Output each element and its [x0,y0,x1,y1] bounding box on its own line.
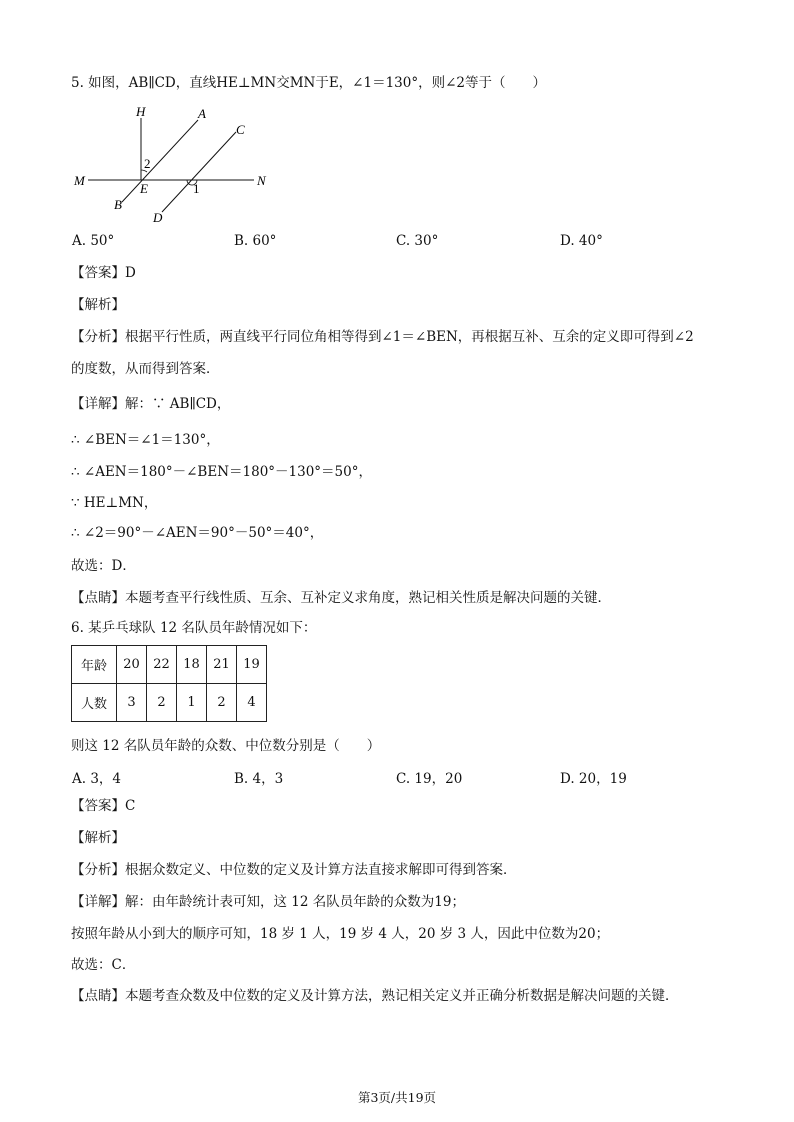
label-angle-1: 1 [193,181,200,196]
page-footer: 第3页/共19页 [357,1090,437,1105]
q6-option-a: A. 3，4 [72,771,122,787]
label-h: H [136,104,146,119]
q5-detail-line-5: ∴ ∠2＝90°－∠AEN＝90°－50°＝40°， [71,525,324,541]
label-n: N [257,173,266,188]
q5-detail-line-2: ∴ ∠BEN＝∠1＝130°， [71,432,220,448]
table-cell: 20 [117,646,147,684]
table-cell: 21 [207,646,237,684]
q5-analysis-heading: 【解析】 [71,297,125,313]
table-header-age: 年龄 [72,646,117,684]
q6-analysis-heading: 【解析】 [71,830,125,846]
q6-question: 则这 12 名队员年龄的众数、中位数分别是（ ） [71,738,381,754]
line-ab [122,120,198,202]
q6-detail-line-2: 按照年龄从小到大的顺序可知，18 岁 1 人，19 岁 4 人，20 岁 3 人，因此中位数为20； [71,926,610,942]
q5-answer: 【答案】D [71,265,136,281]
q5-option-d: D. 40° [560,233,603,249]
q6-option-c: C. 19，20 [396,771,463,787]
label-b: B [114,197,122,212]
table-cell: 1 [177,684,207,722]
q6-analysis: 【分析】根据众数定义、中位数的定义及计算方法直接求解即可得到答案． [71,862,517,878]
table-row [72,684,267,722]
table-cell: 2 [147,684,177,722]
q6-detail-line-1: 【详解】解：由年龄统计表可知，这 12 名队员年龄的众数为19； [71,894,465,910]
q6-age-table [71,645,267,722]
label-angle-2: 2 [144,156,151,171]
q5-analysis-line-1: 【分析】根据平行性质，两直线平行同位角相等得到∠1＝∠BEN，再根据互补、互余的定义即可得到∠2 [71,329,694,345]
table-cell: 3 [117,684,147,722]
q5-comment: 【点睛】本题考查平行线性质、互余、互补定义求角度，熟记相关性质是解决问题的关键． [71,590,611,606]
table-cell: 18 [177,646,207,684]
q5-detail-line-1: 【详解】解：∵ AB∥CD， [71,396,231,412]
table-cell: 22 [147,646,177,684]
q5-option-a: A. 50° [72,233,115,249]
q5-detail-line-3: ∴ ∠AEN＝180°－∠BEN＝180°－130°＝50°， [71,464,372,480]
label-a: A [198,106,206,121]
q5-choose: 故选：D． [71,558,136,574]
q6-option-d: D. 20，19 [560,771,627,787]
table-cell: 2 [207,684,237,722]
line-cd [162,132,236,212]
label-e: E [140,181,148,196]
label-d: D [153,210,163,225]
q6-stem: 6. 某乒乓球队 12 名队员年龄情况如下： [71,620,317,636]
q6-comment: 【点睛】本题考查众数及中位数的定义及计算方法，熟记相关定义并正确分析数据是解决问题的关键． [71,988,679,1004]
q6-option-b: B. 4，3 [234,771,284,787]
q5-geometry-figure [66,100,286,230]
label-c: C [236,122,245,137]
table-row [72,646,267,684]
table-cell: 4 [237,684,267,722]
q5-analysis-line-2: 的度数，从而得到答案． [71,361,220,377]
q5-detail-line-4: ∵ HE⊥MN， [71,495,158,511]
table-cell: 19 [237,646,267,684]
q5-stem: 5. 如图，AB∥CD，直线HE⊥MN交MN于E，∠1＝130°，则∠2等于（ ） [71,75,546,91]
table-header-count: 人数 [72,684,117,722]
q5-option-b: B. 60° [234,233,277,249]
q6-choose: 故选：C． [71,957,136,973]
label-m: M [74,173,85,188]
q5-option-c: C. 30° [396,233,439,249]
q6-answer: 【答案】C [71,798,136,814]
